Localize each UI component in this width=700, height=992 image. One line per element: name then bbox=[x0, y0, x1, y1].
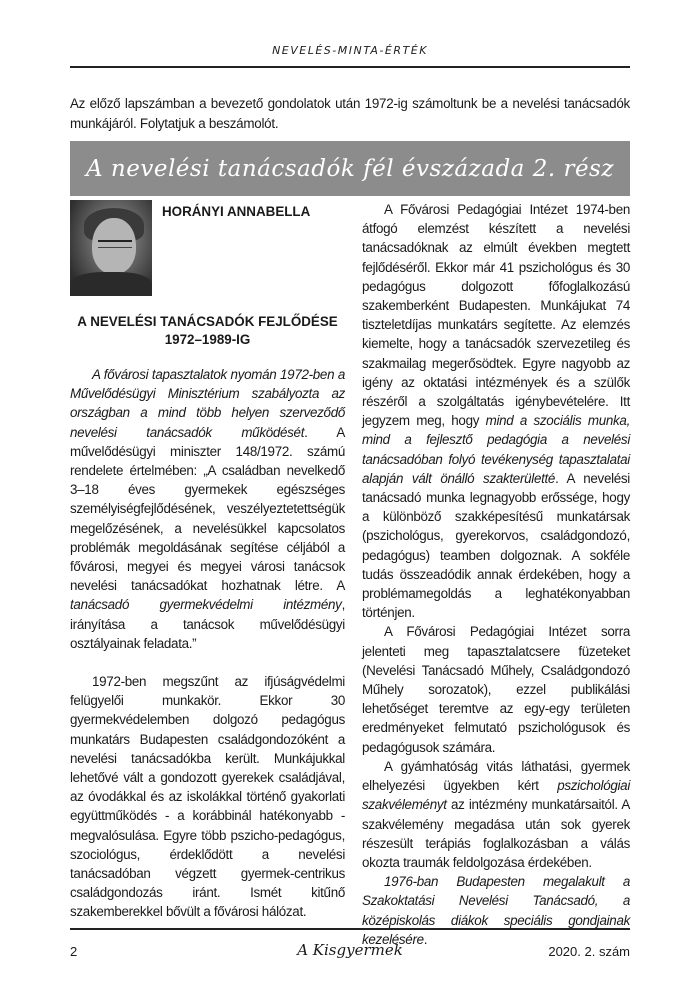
left-p1-em1: A fővárosi tapasztalatok nyomán 1972-ben a Művelődésügyi Minisztérium szabályozta az országban a mind több helyen szerveződő nevelési tanácsadók működését bbox=[70, 367, 345, 440]
footer-rule bbox=[70, 928, 630, 930]
right-paragraph-3 bbox=[362, 757, 630, 872]
article-title-band bbox=[70, 141, 630, 196]
intro-paragraph: Az előző lapszámban a bevezető gondolatok után 1972-ig számoltunk be a nevelési tanácsadók munkájáról. Folytatjuk a beszámolót. bbox=[70, 96, 630, 131]
issue-label: 2020. 2. szám bbox=[548, 944, 630, 959]
running-header: NEVELÉS-MINTA-ÉRTÉK bbox=[272, 44, 428, 57]
right-paragraph-4 bbox=[362, 872, 630, 949]
page-number: 2 bbox=[70, 944, 78, 959]
author-name: HORÁNYI ANNABELLA bbox=[162, 204, 311, 219]
left-paragraph-1 bbox=[70, 365, 345, 653]
right-p4-em: 1976-ban Budapesten megalakult a Szakoktatási Nevelési Tanácsadó, a középiskolás diákok speciális gondjainak kezelésére bbox=[362, 874, 630, 947]
header-rule bbox=[70, 66, 630, 68]
left-paragraph-2: 1972-ben megszűnt az ifjúságvédelmi felügyelői munkakör. Ekkor 30 gyermekvédelemben dolgozó pedagógus munkatárs Budapesten családgondozóként a nevelési tanácsadókba került. Munkájukkal lehetővé vált a gondozott gyerekek családjával, az óvodákkal és az iskolákkal történő gyakorlati együttműködés - a korábbinál hatékonyabb - megvalósulása. Egyre több pszicho-pedagógus, szociológus, érdeklődött a nevelési tanácsadóban végzett gyermek-centrikus családgondozás iránt. Ismét kitűnő szakemberekkel bővült a fővárosi hálózat. bbox=[70, 674, 345, 920]
right-p4-text: . bbox=[423, 931, 428, 947]
right-p3-text2: az intézmény munkatársaitól. A szakvélemény megadása után sok gyerek részesült terápiás foglalkozásban a válás okozta traumák feldolgozása érdekében. bbox=[362, 797, 630, 870]
right-p3-em: pszichológiai szakvéleményt bbox=[362, 778, 630, 813]
magazine-name: A Kisgyermek bbox=[297, 941, 403, 959]
right-p1-text1: A Fővárosi Pedagógiai Intézet 1974-ben átfogó elemzést készített a nevelési tanácsadóknak az elmúlt években megtett fejlődéséről. Ekkor már 41 pszichológus és 30 pedagógus dolgozott főfoglalkozású szakemberként Budapesten. Munkájukat 74 tiszteletdíjas munkatárs segítette. Az elemzés kiemelte, hogy a tanácsadók szervezetileg és szakmailag megerősödtek. Egyre nagyobb az igény az oktatási intézmények és a szülők részéről a szolgáltatás igénybevételére. Itt jegyzem meg, hogy bbox=[362, 202, 630, 429]
author-photo bbox=[70, 200, 152, 296]
section-heading: A NEVELÉSI TANÁCSADÓK FEJLŐDÉSE 1972–1989-IG bbox=[77, 314, 338, 347]
right-p1-text2: . A nevelési tanácsadó munka legnagyobb erőssége, hogy a különböző szakképesítésű munkatársak (pszichológus, gyerekorvos, családgondozó, pedagógus) teamben dolgoznak. A sokféle tudás összeadódik annak érdekében, hogy a problémamegoldás a leghatékonyabban történjen. bbox=[362, 470, 630, 621]
left-body bbox=[70, 365, 345, 922]
right-paragraph-1 bbox=[362, 200, 630, 622]
left-p1-text2: , irányítása a tanácsok művelődésügyi osztályainak feladata.” bbox=[70, 597, 345, 651]
left-p1-em2: tanácsadó gyermekvédelmi intézmény bbox=[70, 597, 342, 613]
article-title: A nevelési tanácsadók fél évszázada 2. rész bbox=[86, 155, 614, 182]
right-p3-text1: A gyámhatóság vitás láthatási, gyermek elhelyezési ügyekben kért bbox=[362, 758, 630, 794]
left-p1-text1: . A művelődésügyi miniszter 148/1972. számú rendelete értelmében: „A családban nevelkedő 3–18 éves gyermekek egészséges személyiségfejlődésének, veszélyeztetettségük megelőzésének, a nevelésükkel kapcsolatos problémák megoldásának segítése céljából a fővárosi, megyei és megyei városi tanácsok nevelési tanácsadókat hozhatnak létre. A bbox=[70, 424, 345, 594]
right-p1-em: mind a szociális munka, mind a fejlesztő pedagógia a nevelési tanácsadóban folyó tevékenység tapasztalatai alapján vált önálló szakterületté bbox=[362, 413, 630, 486]
right-paragraph-2: A Fővárosi Pedagógiai Intézet sorra jelenteti meg tapasztalatcsere füzeteket (Nevelési Tanácsadó Műhely, Családgondozó Műhely sorozatok), ezzel publikálási lehetőséget teremtve az egy-egy területen eredményeket felmutató pszichológusok és pedagógusok számára. bbox=[362, 624, 630, 755]
right-body bbox=[362, 200, 630, 949]
